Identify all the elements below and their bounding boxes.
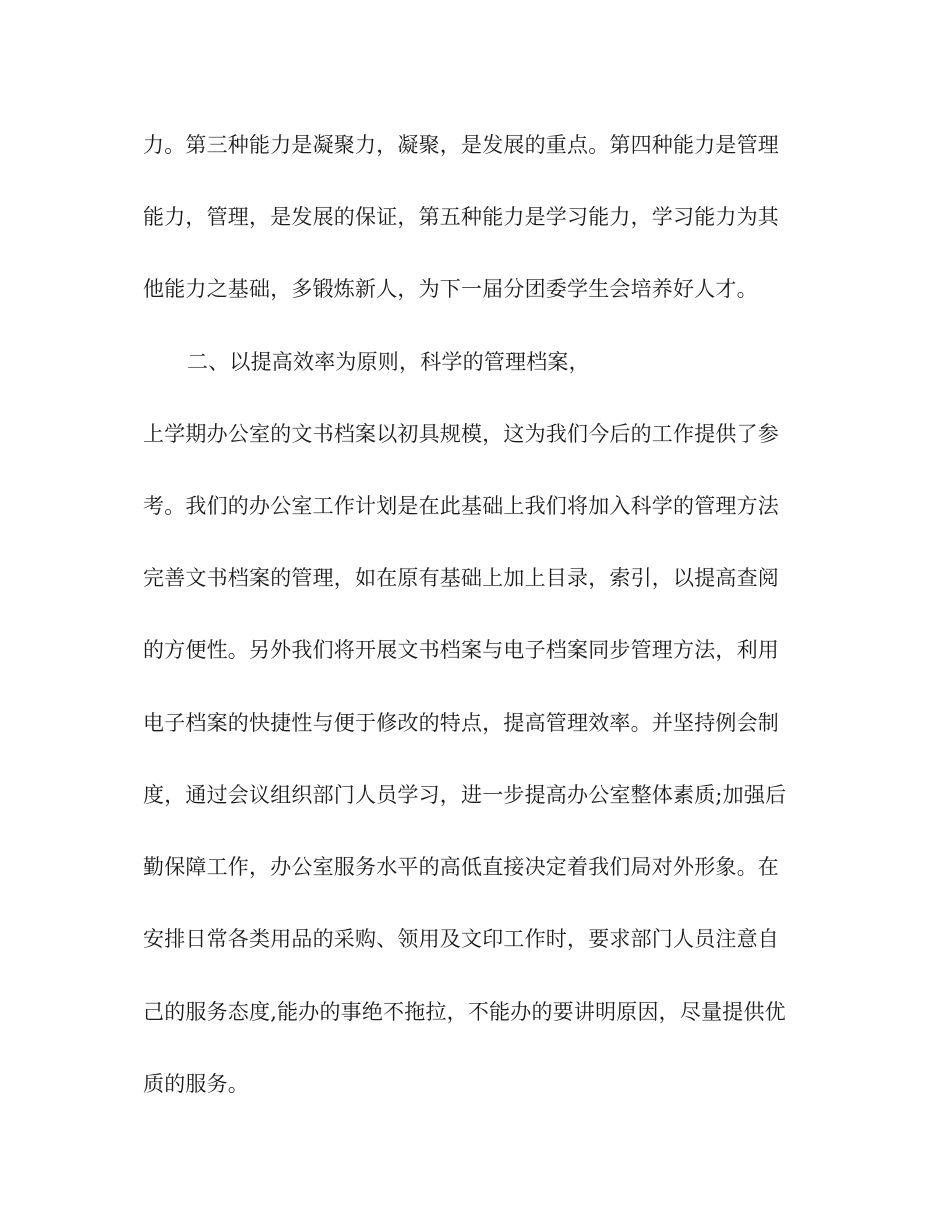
body-text-line: 质的服务。: [143, 1072, 249, 1096]
body-text-line: 完善文书档案的管理，如在原有基础上加上目录，索引，以提高查阅: [143, 566, 779, 590]
body-text-line: 安排日常各类用品的采购、领用及文印工作时，要求部门人员注意自: [143, 927, 779, 951]
body-text-line: 他能力之基础，多锻炼新人，为下一届分团委学生会培养好人才。: [143, 277, 758, 301]
body-text-line: 度，通过会议组织部门人员学习，进一步提高办公室整体素质;加强后: [143, 783, 787, 807]
body-text-line: 勤保障工作，办公室服务水平的高低直接决定着我们局对外形象。在: [143, 855, 779, 879]
body-text-line: 电子档案的快捷性与便于修改的特点，提高管理效率。并坚持例会制: [143, 711, 779, 735]
body-text-line: 考。我们的办公室工作计划是在此基础上我们将加入科学的管理方法: [143, 494, 779, 518]
body-text-line: 己的服务态度,能办的事绝不拖拉，不能办的要讲明原因，尽量提供优: [143, 1000, 786, 1024]
body-text-line: 能力，管理，是发展的保证，第五种能力是学习能力，学习能力为其: [143, 205, 779, 229]
body-text-line: 力。第三种能力是凝聚力，凝聚，是发展的重点。第四种能力是管理: [143, 133, 779, 157]
section-heading: 二、以提高效率为原则，科学的管理档案，: [187, 350, 590, 374]
body-text-line: 上学期办公室的文书档案以初具规模，这为我们今后的工作提供了参: [143, 422, 779, 446]
body-text-line: 的方便性。另外我们将开展文书档案与电子档案同步管理方法，利用: [143, 638, 779, 662]
